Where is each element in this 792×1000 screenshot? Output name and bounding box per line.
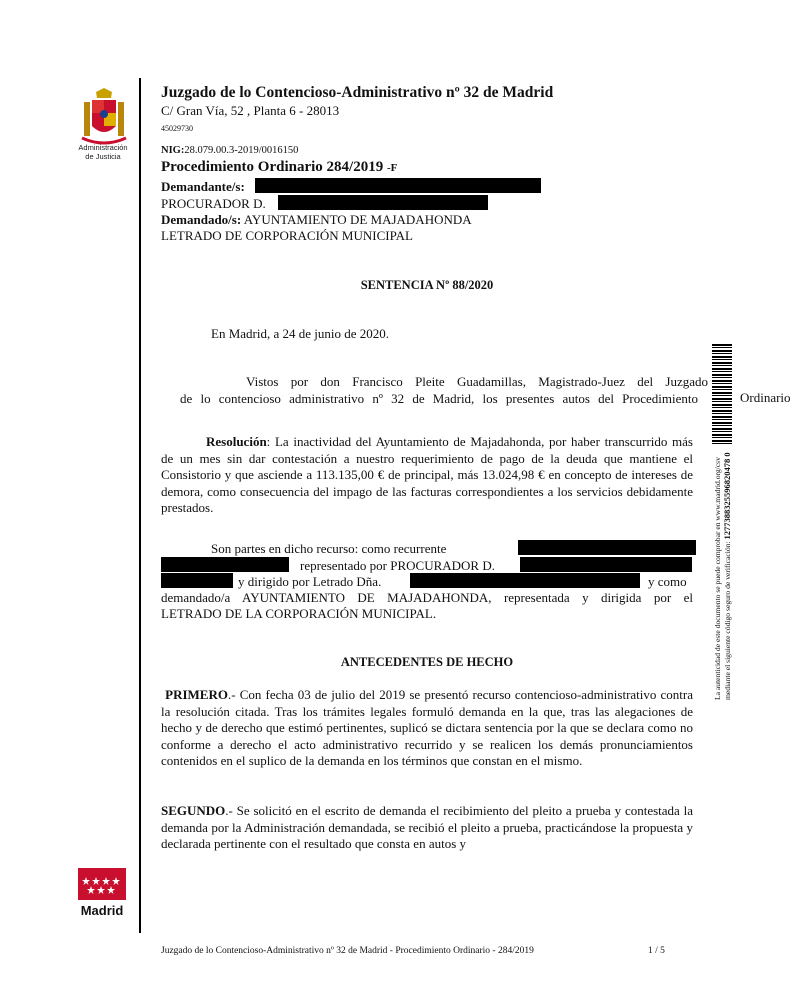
- resolucion-label: Resolución: [206, 434, 267, 449]
- antecedentes-title: ANTECEDENTES DE HECHO: [340, 655, 514, 669]
- letrado-line: LETRADO DE CORPORACIÓN MUNICIPAL: [161, 228, 413, 243]
- madrid-logo-text: Madrid: [80, 903, 124, 918]
- nig-label: NIG:: [161, 145, 185, 156]
- vistos-overflow-word: Ordinario: [740, 390, 791, 405]
- stars-icon: [78, 868, 126, 900]
- nig-value: 28.079.00.3-2019/0016150: [184, 145, 299, 156]
- redaction-box: [520, 557, 692, 572]
- barcode-icon: [712, 344, 732, 444]
- segundo-text: .- Se solicitó en el escrito de demanda el recibimiento del pleito a prueba y contestada la demanda por la Administración demandada, se recibió el pleito a prueba, practicándose la propuesta y declarada pertinente con el resultado que consta en autos y: [161, 803, 693, 851]
- date-line: En Madrid, a 24 de junio de 2020.: [211, 326, 389, 341]
- redaction-box: [278, 195, 488, 210]
- procurador-label: PROCURADOR D.: [161, 196, 266, 211]
- vistos-line-1: Vistos por don Francisco Pleite Guadamillas, Magistrado-Juez del Juzgado: [246, 374, 708, 389]
- page-number: 1 / 5: [648, 946, 665, 956]
- footer-text: Juzgado de lo Contencioso-Administrativo nº 32 de Madrid - Procedimiento Ordinario - 284/2019: [161, 946, 534, 956]
- redaction-box: [161, 573, 233, 588]
- redaction-box: [518, 540, 696, 555]
- segundo-paragraph: [161, 803, 693, 853]
- madrid-flag-icon: [78, 868, 126, 900]
- verification-line-2: mediante el siguiente código seguro de verificación: 1277388325596820478 0: [721, 452, 732, 700]
- margin-rule: [139, 78, 141, 933]
- procedure-title: [161, 159, 397, 176]
- demandado-label: Demandado/s:: [161, 212, 242, 227]
- primero-text: .- Con fecha 03 de julio del 2019 se presentó recurso contencioso-administrativo contra la resolución citada. Tras los trámites legales formuló demanda en la que, tras las alegaciones de hecho y de derecho que estimó pertinentes, suplicó se dictara sentencia por la que se declara como no conforme a derecho el acto administrativo recurrido y se realicen los demás pronunciamientos contenidos en el suplico de la demanda en los términos que constan en el mismo.: [161, 687, 694, 768]
- partes-line-4: y como: [648, 574, 687, 589]
- coat-of-arms-icon: [78, 88, 130, 148]
- nig-line: [161, 145, 298, 156]
- court-address: C/ Gran Vía, 52 , Planta 6 - 28013: [161, 103, 340, 118]
- segundo-label: SEGUNDO: [161, 803, 226, 818]
- procedure-number: Procedimiento Ordinario 284/2019: [161, 159, 384, 175]
- redaction-box: [255, 178, 541, 193]
- primero-paragraph: [161, 687, 693, 770]
- verification-note: [713, 440, 732, 700]
- demandado-line: [161, 212, 472, 228]
- partes-line-1: Son partes en dicho recurso: como recurrente: [211, 541, 447, 556]
- partes-line-2: representado por PROCURADOR D.: [300, 558, 495, 573]
- verification-code: 1277388325596820478 0: [721, 452, 732, 540]
- resolucion-text: : La inactividad del Ayuntamiento de Majadahonda, por haber transcurrido más de un mes sin dar contestación a nuestro requerimiento de pago de la deuda que mantiene el Consistorio y que asciende a 113.135,00 € de principal, más 13.024,98 € en concepto de intereses de demora, como consecuencia del impago de las facturas correspondientes a los servicios debidamente prestados.: [161, 434, 693, 515]
- admin-label-line2: de Justicia: [85, 152, 121, 161]
- resolucion-paragraph: [161, 434, 693, 517]
- vistos-line-2: de lo contencioso administrativo nº 32 de Madrid, los presentes autos del Procedimiento: [180, 391, 698, 406]
- redaction-box: [161, 557, 289, 572]
- demandado-value: AYUNTAMIENTO DE MAJADAHONDA: [243, 212, 472, 227]
- admin-label-line1: Administración: [78, 143, 128, 152]
- verification-line-1: La autenticidad de este documento se puede comprobar en www.madrid.org/csv: [713, 457, 722, 700]
- procedure-suffix: -F: [386, 162, 398, 174]
- court-title: Juzgado de lo Contencioso-Administrativo nº 32 de Madrid: [161, 84, 554, 101]
- partes-line-5: demandado/a AYUNTAMIENTO DE MAJADAHONDA, representada y dirigida por el: [161, 590, 693, 605]
- redaction-box: [410, 573, 640, 588]
- sentencia-title: SENTENCIA Nº 88/2020: [360, 278, 494, 292]
- primero-label: PRIMERO: [165, 687, 228, 702]
- partes-line-3: y dirigido por Letrado Dña.: [238, 574, 382, 589]
- court-code: 45029730: [161, 124, 193, 133]
- admin-justicia-label: [66, 143, 140, 161]
- partes-line-6: LETRADO DE LA CORPORACIÓN MUNICIPAL.: [161, 606, 437, 621]
- demandante-label: Demandante/s:: [161, 179, 245, 194]
